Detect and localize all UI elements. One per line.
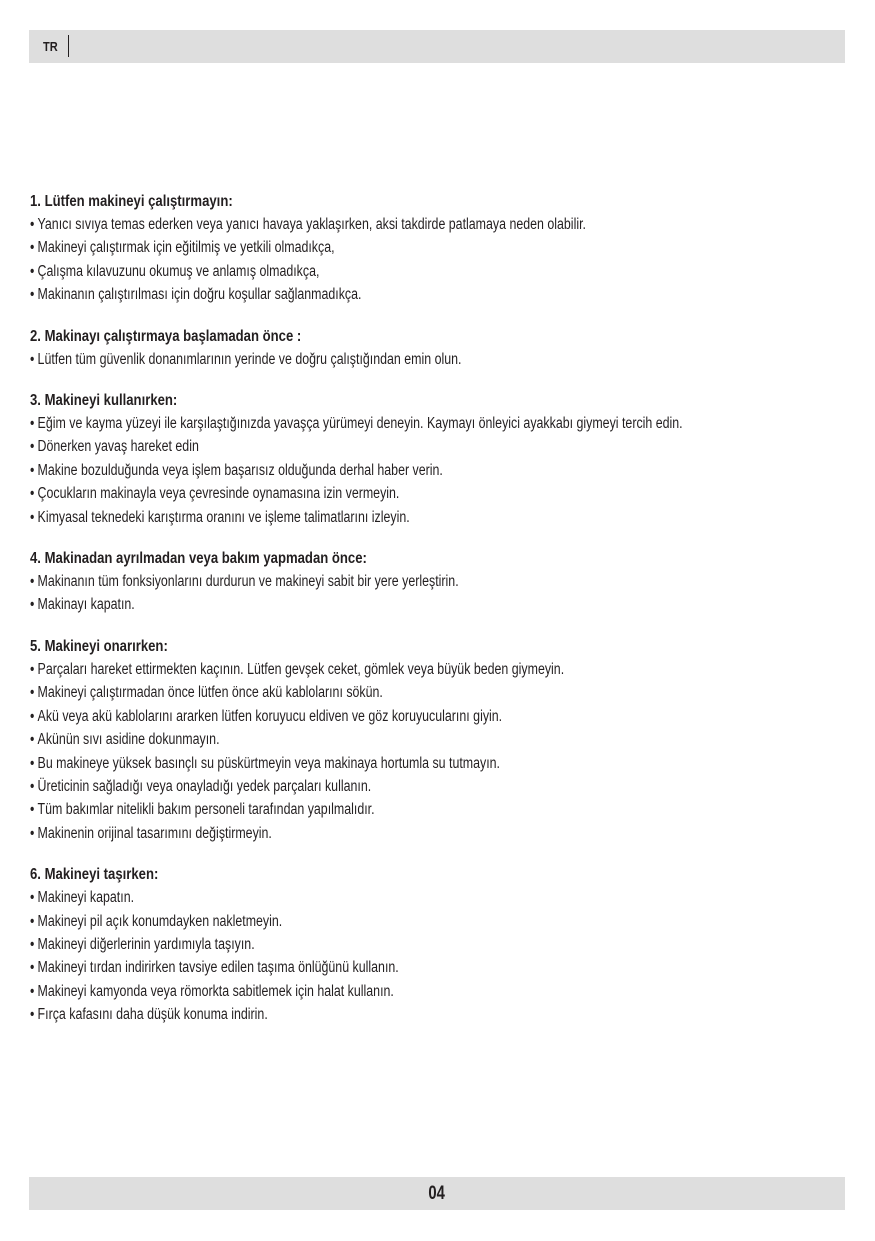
bullet-icon: • xyxy=(30,801,35,819)
bullet-icon: • xyxy=(30,461,35,479)
list-item-text: Üreticinin sağladığı veya onayladığı yedek parçaları kullanın. xyxy=(37,777,372,795)
list-item-text: Makinayı kapatın. xyxy=(37,596,135,614)
bullet-icon: • xyxy=(30,216,35,233)
list-item xyxy=(30,459,686,482)
list-item xyxy=(30,236,686,259)
section-title: 5. Makineyi onarırken: xyxy=(30,637,168,655)
list-item xyxy=(30,348,686,371)
bullet-list xyxy=(30,886,850,1026)
bullet-icon: • xyxy=(30,912,35,930)
list-item xyxy=(30,1003,686,1026)
list-item xyxy=(30,593,686,616)
list-item-text: Makinanın tüm fonksiyonlarını durdurun ve makineyi sabit bir yere yerleştirin. xyxy=(37,573,459,591)
list-item-text: Fırça kafasını daha düşük konuma indirin. xyxy=(37,1006,268,1024)
list-item-text: Yanıcı sıvıya temas ederken veya yanıcı havaya yaklaşırken, aksi takdirde patlamaya neden olabilir. xyxy=(37,216,586,233)
list-item-text: Çocukların makinayla veya çevresinde oynamasına izin vermeyin. xyxy=(37,485,400,503)
section-title: 3. Makineyi kullanırken: xyxy=(30,392,178,410)
list-item-text: Çalışma kılavuzunu okumuş ve anlamış olmadıkça, xyxy=(37,262,320,280)
header-bar xyxy=(29,30,845,63)
section-6 xyxy=(30,863,850,1026)
bullet-icon: • xyxy=(30,959,35,977)
page-number: 04 xyxy=(428,1183,446,1204)
language-label: TR xyxy=(43,39,58,54)
bullet-list xyxy=(30,412,850,529)
bullet-icon: • xyxy=(30,286,35,304)
bullet-icon: • xyxy=(30,707,35,725)
bullet-icon: • xyxy=(30,935,35,953)
bullet-icon: • xyxy=(30,660,35,678)
list-item xyxy=(30,705,686,728)
list-item-text: Makinanın çalıştırılması için doğru koşullar sağlanmadıkça. xyxy=(37,286,362,304)
list-item xyxy=(30,283,686,306)
section-title: 1. Lütfen makineyi çalıştırmayın: xyxy=(30,193,233,210)
list-item xyxy=(30,933,686,956)
bullet-icon: • xyxy=(30,415,35,433)
bullet-icon: • xyxy=(30,485,35,503)
bullet-icon: • xyxy=(30,889,35,907)
list-item xyxy=(30,213,686,236)
list-item-text: Akü veya akü kablolarını ararken lütfen koruyucu eldiven ve göz koruyucularını giyin. xyxy=(37,707,503,725)
list-item xyxy=(30,752,686,775)
list-item xyxy=(30,412,686,435)
list-item-text: Makineyi çalıştırmadan önce lütfen önce akü kablolarını sökün. xyxy=(37,684,383,702)
section-3 xyxy=(30,389,850,529)
list-item xyxy=(30,775,686,798)
footer-bar xyxy=(29,1177,845,1210)
bullet-icon: • xyxy=(30,508,35,526)
bullet-icon: • xyxy=(30,754,35,772)
list-item-text: Eğim ve kayma yüzeyi ile karşılaştığınızda yavaşça yürümeyi deneyin. Kaymayı önleyici ayakkabı giymeyi tercih edin. xyxy=(37,415,683,433)
list-item-text: Makineyi diğerlerinin yardımıyla taşıyın. xyxy=(37,935,255,953)
list-item-text: Makinenin orijinal tasarımını değiştirmeyin. xyxy=(37,824,272,842)
bullet-icon: • xyxy=(30,1006,35,1024)
list-item-text: Makine bozulduğunda veya işlem başarısız olduğunda derhal haber verin. xyxy=(37,461,443,479)
bullet-list xyxy=(30,213,850,307)
section-1 xyxy=(30,190,850,307)
bullet-icon: • xyxy=(30,777,35,795)
list-item xyxy=(30,798,686,821)
list-item-text: Makineyi kapatın. xyxy=(37,889,135,907)
bullet-list xyxy=(30,658,850,845)
bullet-icon: • xyxy=(30,596,35,614)
list-item xyxy=(30,910,686,933)
list-item-text: Akünün sıvı asidine dokunmayın. xyxy=(37,731,220,749)
bullet-icon: • xyxy=(30,684,35,702)
list-item-text: Makineyi tırdan indirirken tavsiye edilen taşıma önlüğünü kullanın. xyxy=(37,959,399,977)
section-title: 6. Makineyi taşırken: xyxy=(30,866,159,884)
header-divider xyxy=(68,35,69,57)
list-item xyxy=(30,570,686,593)
list-item-text: Dönerken yavaş hareket edin xyxy=(37,438,199,456)
list-item xyxy=(30,980,686,1003)
list-item-text: Tüm bakımlar nitelikli bakım personeli tarafından yapılmalıdır. xyxy=(37,801,375,819)
bullet-icon: • xyxy=(30,350,35,368)
list-item xyxy=(30,482,686,505)
list-item-text: Lütfen tüm güvenlik donanımlarının yerinde ve doğru çalıştığından emin olun. xyxy=(37,350,462,368)
bullet-icon: • xyxy=(30,573,35,591)
list-item xyxy=(30,260,686,283)
list-item xyxy=(30,506,686,529)
list-item xyxy=(30,681,686,704)
bullet-list xyxy=(30,570,850,617)
list-item-text: Makineyi kamyonda veya römorkta sabitlemek için halat kullanın. xyxy=(37,982,394,1000)
list-item-text: Makineyi çalıştırmak için eğitilmiş ve yetkili olmadıkça, xyxy=(37,239,335,257)
bullet-icon: • xyxy=(30,982,35,1000)
list-item-text: Kimyasal teknedeki karıştırma oranını ve işleme talimatlarını izleyin. xyxy=(37,508,410,526)
list-item-text: Parçaları hareket ettirmekten kaçının. Lütfen gevşek ceket, gömlek veya büyük beden giymeyin. xyxy=(37,660,565,678)
list-item xyxy=(30,435,686,458)
list-item xyxy=(30,886,686,909)
list-item xyxy=(30,728,686,751)
list-item xyxy=(30,822,686,845)
bullet-icon: • xyxy=(30,824,35,842)
section-2 xyxy=(30,325,850,371)
list-item-text: Bu makineye yüksek basınçlı su püskürtmeyin veya makinaya hortumla su tutmayın. xyxy=(37,754,501,772)
list-item xyxy=(30,956,686,979)
section-4 xyxy=(30,547,850,617)
safety-instructions xyxy=(30,190,850,1045)
list-item xyxy=(30,658,686,681)
bullet-list xyxy=(30,348,850,371)
section-5 xyxy=(30,635,850,845)
bullet-icon: • xyxy=(30,239,35,257)
bullet-icon: • xyxy=(30,731,35,749)
bullet-icon: • xyxy=(30,438,35,456)
section-title: 4. Makinadan ayrılmadan veya bakım yapmadan önce: xyxy=(30,550,367,568)
list-item-text: Makineyi pil açık konumdayken nakletmeyin. xyxy=(37,912,283,930)
bullet-icon: • xyxy=(30,262,35,280)
section-title: 2. Makinayı çalıştırmaya başlamadan önce : xyxy=(30,327,302,345)
